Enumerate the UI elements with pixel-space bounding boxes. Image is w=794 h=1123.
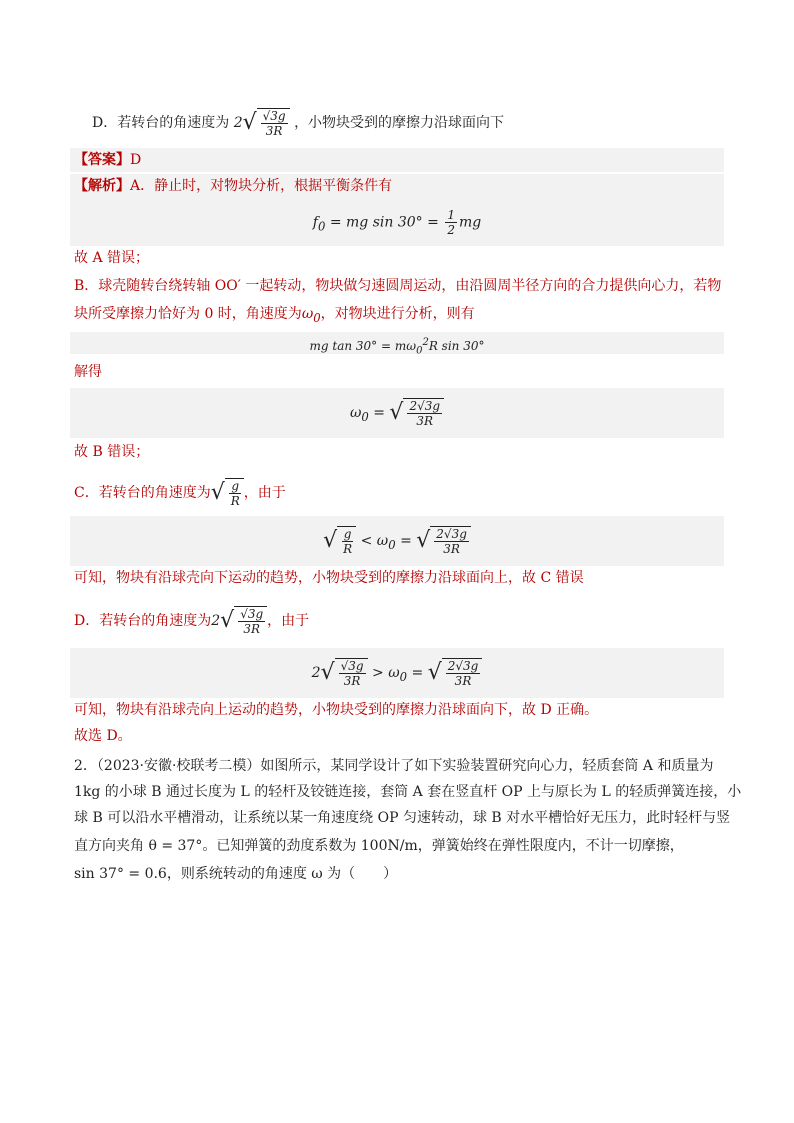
c-text: C．若转台的角速度为 √ $\frac{g}{R}$ ，由于 — [74, 479, 286, 508]
option-d — [92, 108, 504, 138]
answer-band — [70, 148, 724, 172]
analysis-line — [74, 176, 392, 196]
option-d-text: D．若转台的角速度为 — [92, 115, 230, 131]
analysis-label: 【解析】 — [74, 178, 130, 194]
analysis-a-text: A．静止时，对物块分析，根据平衡条件有 — [130, 178, 393, 194]
b-text-2: 块所受摩擦力恰好为 0 时，角速度为$\omega_0$，对物块进行分析，则有 — [74, 306, 475, 325]
question-2-line-5: sin 37° = 0.6，则系统转动的角速度 ω 为（ ） — [74, 866, 398, 882]
b-text-2-pre: 块所受摩擦力恰好为 0 时，角速度为 — [74, 306, 302, 322]
question-2-line-1: 2．（2023·安徽·校联考二模）如图所示，某同学设计了如下实验装置研究向心力，轻质套筒 A 和质量为 — [74, 758, 714, 774]
d-text-post: ，由于 — [267, 613, 310, 629]
answer-label: 【答案】 — [74, 152, 130, 168]
c-text-post: ，由于 — [243, 485, 286, 501]
question-2-line-3: 球 B 可以沿水平槽滑动，让系统以某一角速度绕 OP 匀速转动，球 B 对水平槽恰好无压力，此时轻杆与竖 — [74, 810, 731, 826]
b-wrong: 故 B 错误； — [74, 444, 150, 460]
equation-omega0: $\omega_0$ = √ $\frac{2√3g}{3R}$ — [70, 398, 724, 428]
b-text-2-post: ，对物块进行分析，则有 — [320, 306, 475, 322]
b-text-1: B．球壳随转台绕转轴 OO′ 一起转动，物块做匀速圆周运动，由沿圆周半径方向的合力提供向心力，若物 — [74, 278, 722, 294]
equation-d-compare: 2 √ $\frac{√3g}{3R}$ > $\omega_0$ = √ $\frac{2√3g}{3R}$ — [70, 658, 724, 688]
d-text: D．若转台的角速度为2 √ $\frac{√3g}{3R}$ ，由于 — [74, 607, 310, 636]
choose-answer: 故选 D。 — [74, 728, 132, 744]
c-conclusion: 可知，物块有沿球壳向下运动的趋势，小物块受到的摩擦力沿球面向上，故 C 错误 — [74, 570, 584, 586]
c-text-pre: C．若转台的角速度为 — [74, 485, 211, 501]
answer-value: D — [130, 152, 142, 168]
a-wrong: 故 A 错误； — [74, 250, 150, 266]
equation-c-compare: √ $\frac{g}{R}$ < $\omega_0$ = √ $\frac{2√3g}{3R}$ — [70, 526, 724, 556]
option-d-text-post: ，小物块受到的摩擦力沿球面向下 — [294, 115, 505, 131]
d-text-pre: D．若转台的角速度为 — [74, 613, 212, 629]
jiede: 解得 — [74, 364, 102, 380]
question-2-line-4: 直方向夹角 θ = 37°。已知弹簧的劲度系数为 100N/m，弹簧始终在弹性限度内，不计一切摩擦， — [74, 838, 684, 854]
answer-line — [74, 150, 141, 170]
formula-2sqrt-sqrt3g-3r: 2 √ $\frac{√3g}{3R}$ — [234, 115, 290, 131]
question-2-line-2: 1kg 的小球 B 通过长度为 L 的轻杆及铰链连接，套筒 A 套在竖直杆 OP 上与原长为 L 的轻质弹簧连接，小 — [74, 784, 742, 800]
d-conclusion: 可知，物块有沿球壳向上运动的趋势，小物块受到的摩擦力沿球面向下，故 D 正确。 — [74, 702, 599, 718]
equation-f0: $f_0$ = mg sin 30° = $\frac{1}{2}$ mg — [312, 208, 482, 237]
equation-tan: mg $\tan 30^\circ = m\omega_0^2R$ sin 30° — [309, 337, 485, 357]
